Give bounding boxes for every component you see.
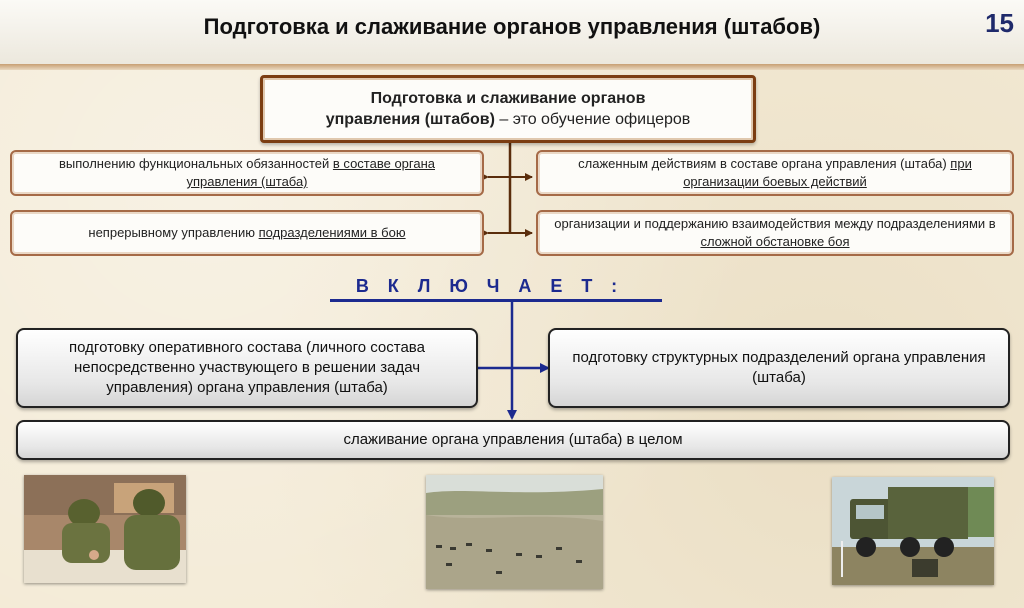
duty-box-2 [10, 210, 484, 256]
training-units-box [548, 328, 1010, 408]
training-staff-box [16, 328, 478, 408]
coordination-box [16, 420, 1010, 460]
duty-box-4-underlined: сложной обстановке боя [700, 234, 850, 249]
duty-box-2-text: непрерывному управлению [88, 225, 259, 240]
duty-box-1-text: выполнению функциональных обязанностей [58, 156, 333, 171]
definition-line2 [263, 109, 753, 130]
duty-box-2-underlined: подразделениями в бою [258, 225, 406, 240]
duty-box-3-underlined: при организации боевых действий [683, 156, 972, 189]
field-exercise-photo [426, 475, 603, 589]
duty-box-3 [536, 150, 1014, 196]
vehicle-image [832, 477, 994, 585]
field-exercise-image [426, 475, 603, 589]
definition-rest: – это обучение офицеров [494, 111, 691, 128]
duty-box-3-text: слаженным действиям в составе органа управления (штаба) [578, 156, 951, 171]
definition-line1: Подготовка и слаживание органов [370, 90, 646, 107]
includes-label: ВКЛЮЧАЕТ: [330, 276, 662, 302]
duty-box-1-underlined: в составе органа управления (штаба) [186, 156, 435, 189]
definition-box [260, 75, 756, 143]
coordination-text: слаживание органа управления (штаба) в целом [343, 431, 683, 448]
vehicle-photo [832, 477, 994, 585]
officers-image [24, 475, 186, 583]
training-units-text: подготовку структурных подразделений органа управления (штаба) [572, 349, 986, 386]
page-title: Подготовка и слаживание органов управления (штабов) [203, 14, 821, 39]
duty-box-4 [536, 210, 1014, 256]
duty-box-4-text: организации и поддержанию взаимодействия между подразделениями в [554, 216, 996, 231]
officers-photo [24, 475, 186, 583]
duty-box-1 [10, 150, 484, 196]
training-staff-text: подготовку оперативного состава (личного состава непосредственно участвующего в решении задач управления) органа управления (штаба) [69, 339, 425, 396]
definition-term: управления (штабов) [325, 111, 495, 128]
page-number: 15 [985, 8, 1014, 38]
